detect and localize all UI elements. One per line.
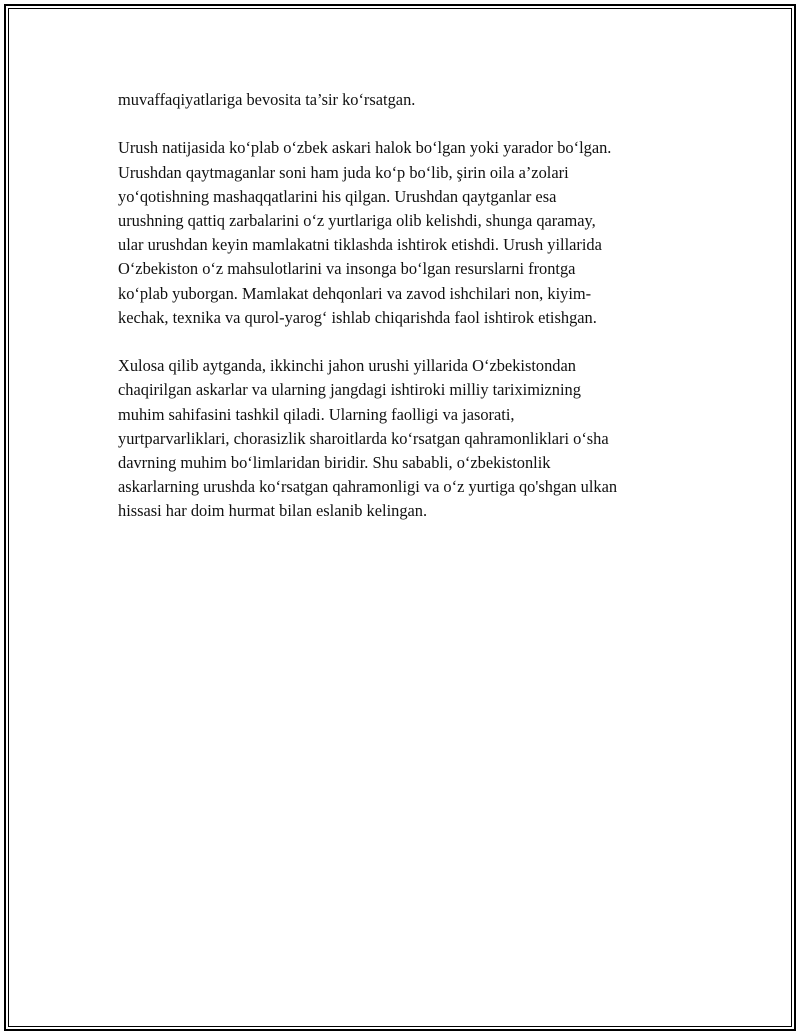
text-line: yo‘qotishning mashaqqatlarini his qilgan. Urushdan qaytganlar esa [118,186,557,206]
text-line: Urush natijasida ko‘plab o‘zbek askari halok bo‘lgan yoki yarador bo‘lgan. [118,138,612,158]
text-line: hissasi har doim hurmat bilan eslanib kelingan. [118,501,428,521]
text-line: ular urushdan keyin mamlakatni tiklashda ishtirok etishdi. Urush yillarida [118,235,602,255]
paragraph-3 [118,354,698,523]
text-line: yurtparvarliklari, chorasizlik sharoitlarda ko‘rsatgan qahramonliklari o‘sha [118,428,609,448]
text-line: O‘zbekiston o‘z mahsulotlarini va insonga bo‘lgan resurslarni frontga [118,259,576,279]
text-line: Xulosa qilib aytganda, ikkinchi jahon urushi yillarida O‘zbekistondan [118,356,576,376]
document-body [118,88,698,548]
text-line: Urushdan qaytmaganlar soni ham juda ko‘p bo‘lib, şirin oila a’zolari [118,162,569,182]
text-line: ko‘plab yuborgan. Mamlakat dehqonlari va zavod ishchilari non, kiyim- [118,283,592,303]
text-line: urushning qattiq zarbalarini o‘z yurtlariga olib kelishdi, shunga qaramay, [118,211,596,230]
text-line: davrning muhim bo‘limlaridan biridir. Shu sababli, o‘zbekistonlik [118,453,551,473]
text-line: kechak, texnika va qurol-yarog‘ ishlab chiqarishda faol ishtirok etishgan. [118,307,597,327]
text-line: chaqirilgan askarlar va ularning jangdagi ishtiroki milliy tariximizning [118,380,581,400]
text-line: muhim sahifasini tashkil qiladi. Ularning faolligi va jasorati, [118,404,515,424]
paragraph-1 [118,88,698,112]
text-line: askarlarning urushda ko‘rsatgan qahramonligi va o‘z yurtiga qo'shgan ulkan [118,477,618,497]
paragraph-2 [118,136,698,330]
text-line: muvaffaqiyatlariga bevosita ta’sir ko‘rsatgan. [118,90,416,109]
